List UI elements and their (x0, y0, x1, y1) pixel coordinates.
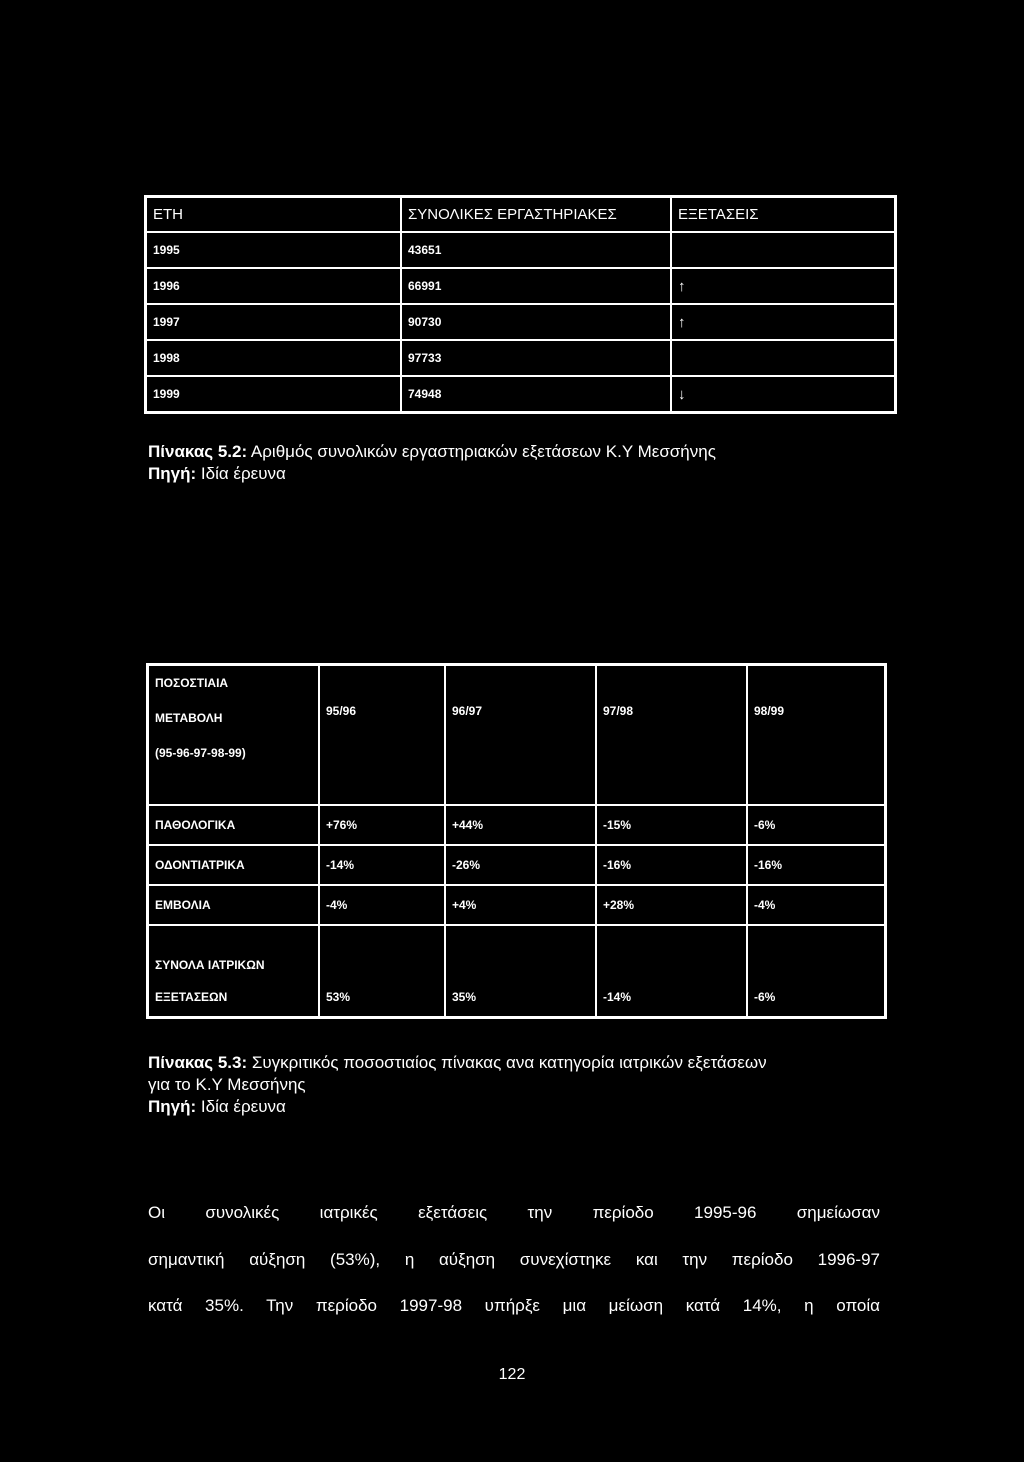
table-row (146, 376, 896, 413)
source-label: Πηγή: (148, 464, 197, 483)
percentage-change-table (146, 663, 887, 1019)
caption-text: Αριθμός συνολικών εργαστηριακών εξετάσεων Κ.Υ Μεσσήνης (247, 442, 716, 461)
value-cell: 35% (445, 925, 596, 1018)
arrow-down-icon: ↓ (671, 376, 896, 413)
col-header-years: ΕΤΗ (146, 197, 402, 233)
value-cell: 90730 (401, 304, 671, 340)
table-header-row (146, 197, 896, 233)
value-cell: 53% (319, 925, 445, 1018)
row-label: ΕΜΒΟΛΙΑ (148, 885, 320, 925)
row-label-total: ΣΥΝΟΛΑ ΙΑΤΡΙΚΩΝ ΕΞΕΤΑΣΕΩΝ (148, 925, 320, 1018)
table-row (146, 268, 896, 304)
source-text: Ιδία έρευνα (196, 1097, 286, 1116)
header-line: ΠΟΣΟΣΤΙΑΙΑ (155, 676, 229, 690)
table-row (146, 232, 896, 268)
value-cell: -4% (747, 885, 886, 925)
exams-table (144, 195, 897, 414)
value-cell: +76% (319, 805, 445, 845)
table-caption-5-2 (148, 441, 716, 485)
value-cell: +28% (596, 885, 747, 925)
paragraph-line: κατά 35%. Την περίοδο 1997-98 υπήρξε μια μείωση κατά 14%, η οποία (148, 1296, 880, 1315)
trend-cell (671, 340, 896, 376)
paragraph-line: Οι συνολικές ιατρικές εξετάσεις την περίοδο 1995-96 σημείωσαν (148, 1203, 880, 1222)
value-cell: +4% (445, 885, 596, 925)
col-header-exams: ΕΞΕΤΑΣΕΙΣ (671, 197, 896, 233)
table-row (148, 805, 886, 845)
period-header: 96/97 (445, 665, 596, 806)
value-cell: -16% (596, 845, 747, 885)
header-line: ΜΕΤΑΒΟΛΗ (155, 711, 223, 725)
table-row (146, 340, 896, 376)
table-row (146, 304, 896, 340)
period-header: 98/99 (747, 665, 886, 806)
row-label: ΠΑΘΟΛΟΓΙΚΑ (148, 805, 320, 845)
year-cell: 1996 (146, 268, 402, 304)
caption-label: Πίνακας 5.3: (148, 1053, 248, 1072)
value-cell: -14% (319, 845, 445, 885)
value-cell: -14% (596, 925, 747, 1018)
year-cell: 1997 (146, 304, 402, 340)
value-cell: 66991 (401, 268, 671, 304)
value-cell: -6% (747, 925, 886, 1018)
value-cell: -26% (445, 845, 596, 885)
page-number: 122 (498, 1366, 526, 1383)
arrow-up-icon: ↑ (671, 268, 896, 304)
value-cell: -4% (319, 885, 445, 925)
table-caption-5-3 (148, 1052, 767, 1118)
year-cell: 1995 (146, 232, 402, 268)
paragraph-line: σημαντική αύξηση (53%), η αύξηση συνεχίστηκε και την περίοδο 1996-97 (148, 1250, 880, 1269)
caption-text-line2: για το Κ.Υ Μεσσήνης (148, 1075, 306, 1094)
table-header-row (148, 665, 886, 806)
caption-label: Πίνακας 5.2: (148, 442, 248, 461)
period-header: 97/98 (596, 665, 747, 806)
year-cell: 1998 (146, 340, 402, 376)
value-cell: 43651 (401, 232, 671, 268)
source-label: Πηγή: (148, 1097, 197, 1116)
value-cell: -15% (596, 805, 747, 845)
row-label: ΟΔΟΝΤΙΑΤΡΙΚΑ (148, 845, 320, 885)
table-row-total (148, 925, 886, 1018)
value-cell: -6% (747, 805, 886, 845)
caption-text: Συγκριτικός ποσοστιαίος πίνακας ανα κατηγορία ιατρικών εξετάσεων (247, 1053, 767, 1072)
period-header: 95/96 (319, 665, 445, 806)
row-header-title (148, 665, 320, 806)
value-cell: 97733 (401, 340, 671, 376)
table-row (148, 845, 886, 885)
table-row (148, 885, 886, 925)
value-cell: +44% (445, 805, 596, 845)
value-cell: 74948 (401, 376, 671, 413)
col-header-total-lab: ΣΥΝΟΛΙΚΕΣ ΕΡΓΑΣΤΗΡΙΑΚΕΣ (401, 197, 671, 233)
year-cell: 1999 (146, 376, 402, 413)
header-line: (95-96-97-98-99) (155, 746, 246, 760)
value-cell: -16% (747, 845, 886, 885)
trend-cell (671, 232, 896, 268)
source-text: Ιδία έρευνα (196, 464, 286, 483)
arrow-up-icon: ↑ (671, 304, 896, 340)
